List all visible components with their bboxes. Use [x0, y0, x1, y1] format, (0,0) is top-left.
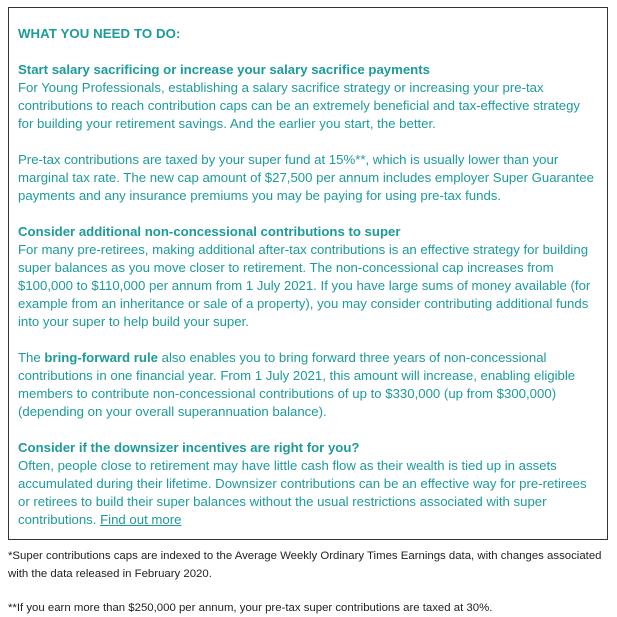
- pretax-tax-paragraph: Pre-tax contributions are taxed by your super fund at 15%**, which is usually lower than your marginal tax rate. The new cap amount of $27,500 per annum includes employer Super Guarantee payments and any insurance premiums you may be paying for using pre-tax funds.: [18, 152, 594, 203]
- section-title-non-concessional: Consider additional non-concessional contributions to super: [18, 224, 401, 239]
- footnote-high-income-tax: **If you earn more than $250,000 per annum, your pre-tax super contributions are taxed at 30%.: [8, 602, 493, 614]
- info-panel: [8, 7, 608, 540]
- salary-sacrifice-paragraph: For Young Professionals, establishing a salary sacrifice strategy or increasing your pre-tax contributions to reach contribution caps can be an extremely beneficial and tax-effective strategy for building your retirement savings. And the earlier you start, the better.: [18, 80, 581, 131]
- downsizer-paragraph: [18, 457, 598, 529]
- section-title-salary-sacrifice: Start salary sacrificing or increase your salary sacrifice payments: [18, 62, 430, 77]
- panel-heading: WHAT YOU NEED TO DO:: [18, 26, 181, 41]
- footnote-caps-indexing: *Super contributions caps are indexed to the Average Weekly Ordinary Times Earnings data, with changes associated with the data released in February 2020.: [8, 550, 602, 580]
- footnotes: [8, 547, 608, 617]
- bring-forward-rest: also enables you to bring forward three years of non-concessional contributions in one financial year. From 1 July 2021, this amount will increase, enabling eligible members to contribute non-concessional contributions of up to $330,000 (up from $300,000) (depending on your overall superannuation balance).: [18, 350, 576, 419]
- non-concessional-paragraph: For many pre-retirees, making additional after-tax contributions is an effective strategy for building super balances as you move closer to retirement. The non-concessional cap increases from $100,000 to $110,000 per annum from 1 July 2021. If you have large sums of money available (for example from an inheritance or sale of a property), you may consider contributing additional funds into your super to help build your super.: [18, 242, 591, 329]
- bring-forward-paragraph: [18, 349, 598, 421]
- bring-forward-rule-term: bring-forward rule: [44, 350, 158, 365]
- section-title-downsizer: Consider if the downsizer incentives are right for you?: [18, 440, 360, 455]
- find-out-more-link[interactable]: Find out more: [100, 512, 182, 527]
- bring-forward-prefix: The: [18, 350, 45, 365]
- downsizer-text: Often, people close to retirement may have little cash flow as their wealth is tied up in assets accumulated during their lifetime. Downsizer contributions can be an effective way for pre-retirees or retirees to build their super balances without the usual restrictions associated with super contributions.: [18, 458, 587, 527]
